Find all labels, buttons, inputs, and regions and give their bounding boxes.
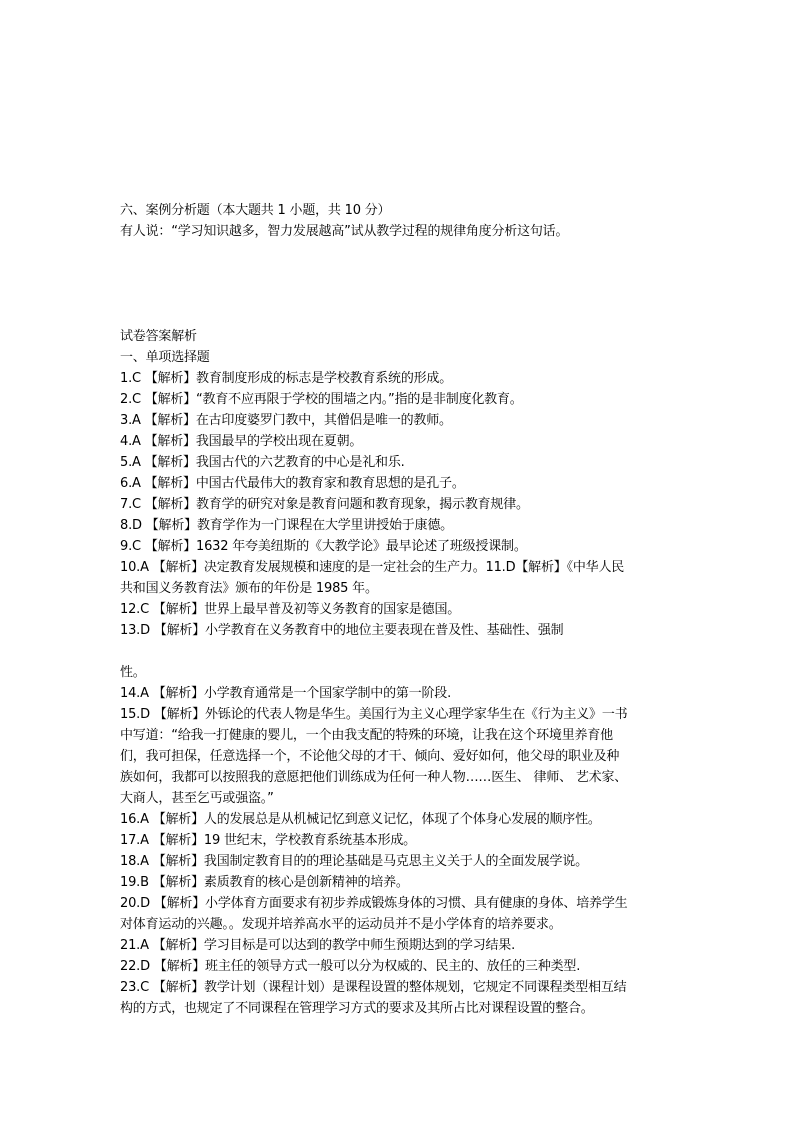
- answer-line: 6.A 【解析】中国古代最伟大的教育家和教育思想的是孔子。: [120, 476, 465, 491]
- answer-line: 12.C 【解析】世界上最早普及初等义务教育的国家是德国。: [120, 602, 461, 617]
- answer-line: 4.A 【解析】我国最早的学校出现在夏朝。: [120, 434, 363, 449]
- answer-line: 14.A 【解析】小学教育通常是一个国家学制中的第一阶段.: [120, 686, 452, 701]
- answer-line: 5.A 【解析】我国古代的六艺教育的中心是礼和乐.: [120, 455, 405, 470]
- answer-line: 2.C 【解析】“教育不应再限于学校的围墙之内。”指的是非制度化教育。: [120, 392, 523, 407]
- answer-line: 15.D 【解析】外铄论的代表人物是华生。美国行为主义心理学家华生在《行为主义》一书: [120, 707, 628, 722]
- answer-line: 18.A 【解析】我国制定教育目的的理论基础是马克思主义关于人的全面发展学说。: [120, 854, 588, 869]
- answer-line: 3.A 【解析】在古印度婆罗门教中，其僧侣是唯一的教师。: [120, 413, 452, 428]
- blank-line: [120, 641, 680, 662]
- answer-line: 20.D 【解析】小学体育方面要求有初步养成锻炼身体的习惯、具有健康的身体、培养学生: [120, 896, 628, 911]
- answer-line: 16.A 【解析】人的发展总是从机械记忆到意义记忆，体现了个体身心发展的顺序性。: [120, 812, 601, 827]
- answer-line: 构的方式，也规定了不同课程在管理学习方式的要求及其所占比对课程设置的整合。: [120, 1001, 594, 1016]
- answer-line: 13.D 【解析】小学教育在义务教育中的地位主要表现在普及性、基础性、强制: [120, 623, 564, 638]
- answer-key-section: [120, 326, 680, 1019]
- answer-line: 23.C 【解析】教学计划（课程计划）是课程设置的整体规划，它规定不同课程类型相互结: [120, 980, 627, 995]
- answer-line: 8.D 【解析】教育学作为一门课程在大学里讲授始于康德。: [120, 518, 453, 533]
- answer-list: [120, 368, 680, 1019]
- answer-line: 22.D 【解析】班主任的领导方式一般可以分为权威的、民主的、放任的三种类型.: [120, 959, 581, 974]
- case-question: 有人说：“学习知识越多，智力发展越高”试从教学过程的规律角度分析这句话。: [120, 224, 569, 239]
- answer-line: 9.C 【解析】1632 年夸美纽斯的《大教学论》最早论述了班级授课制。: [120, 539, 527, 554]
- answer-line: 1.C 【解析】教育制度形成的标志是学校教育系统的形成。: [120, 371, 453, 386]
- answer-line: 7.C 【解析】教育学的研究对象是教育问题和教育现象，揭示教育规律。: [120, 497, 529, 512]
- answer-line: 中写道：“给我一打健康的婴儿，一个由我支配的特殊的环境，让我在这个环境里养育他: [120, 728, 613, 743]
- answer-line: 21.A 【解析】学习目标是可以达到的教学中师生预期达到的学习结果.: [120, 938, 516, 953]
- case-analysis-section: [120, 200, 680, 242]
- answer-key-title: 试卷答案解析: [120, 329, 197, 344]
- answer-line: 共和国义务教育法》颁布的年份是 1985 年。: [120, 581, 378, 596]
- answer-line: 对体育运动的兴趣。。发现并培养高水平的运动员并不是小学体育的培养要求。: [120, 917, 562, 932]
- answer-line: 17.A 【解析】19 世纪末，学校教育系统基本形成。: [120, 833, 416, 848]
- answer-line: 10.A 【解析】决定教育发展规模和速度的是一定社会的生产力。11.D【解析】《中华人民: [120, 560, 625, 575]
- answer-line: 族如何，我都可以按照我的意愿把他们训练成为任何一种人物……医生、 律师、 艺术家、: [120, 770, 628, 785]
- answer-line: 们，我可担保，任意选择一个，不论他父母的才干、倾向、爱好如何，他父母的职业及种: [120, 749, 620, 764]
- answer-line: 大商人，甚至乞丐或强盗。”: [120, 791, 274, 806]
- answer-line: 性。: [120, 665, 146, 680]
- section-heading: 六、案例分析题（本大题共 1 小题，共 10 分）: [120, 203, 391, 218]
- answer-key-subtitle: 一、单项选择题: [120, 350, 210, 365]
- answer-line: 19.B 【解析】素质教育的核心是创新精神的培养。: [120, 875, 409, 890]
